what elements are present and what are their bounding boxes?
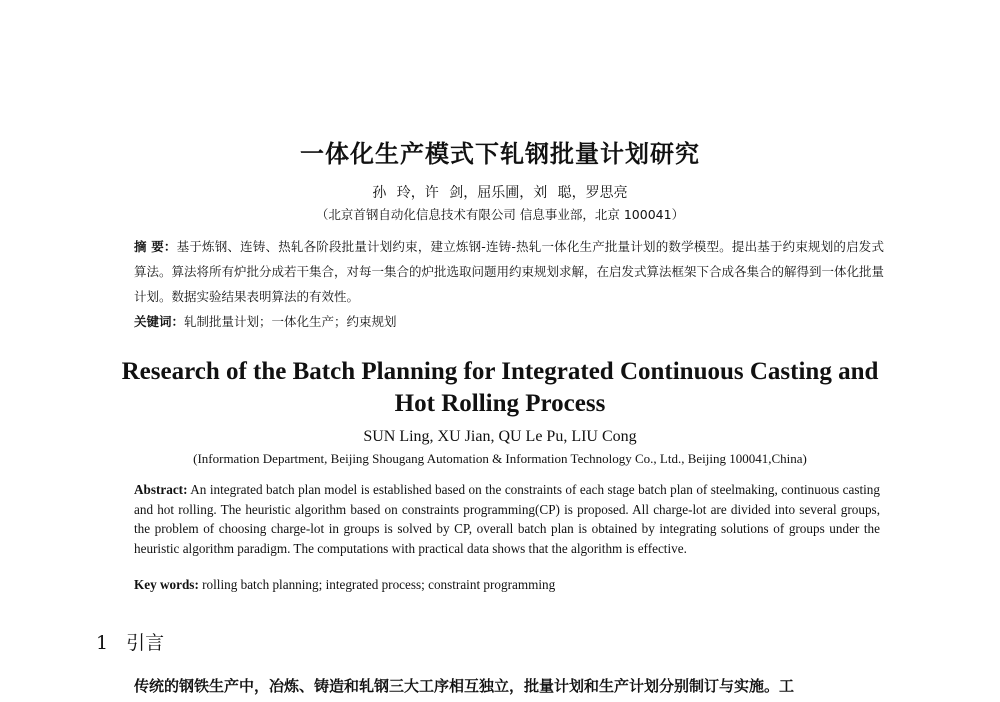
chinese-affiliation: （北京首钢自动化信息技术有限公司 信息事业部，北京 100041） xyxy=(315,207,685,222)
section-heading xyxy=(96,628,164,655)
english-keywords xyxy=(134,575,880,595)
section-title: 引言 xyxy=(126,632,165,654)
chinese-title: 一体化生产模式下轧钢批量计划研究 xyxy=(300,140,700,168)
english-abstract xyxy=(134,480,880,558)
chinese-abstract-text: 基于炼钢、连铸、热轧各阶段批量计划约束，建立炼钢-连铸-热轧一体化生产批量计划的数学模型。提出基于约束规划的启发式算法。算法将所有炉批分成若干集合，对每一集合的炉批选取问题用约束规划求解，在启发式算法框架下合成各集合的解得到一体化批量计划。数据实验结果表明算法的有效性。 xyxy=(134,239,885,304)
english-keywords-text: rolling batch planning; integrated process; constraint programming xyxy=(202,577,556,592)
english-abstract-text: An integrated batch plan model is established based on the constraints of each stage batch plan of steelmaking, continuous casting and hot rolling. The heuristic algorithm based on constraints programming(CP) is proposed. All charge-lot are divided into several groups, the problem of choosing charge-lot in groups is solved by CP, overall batch plan is obtained by integrating solutions of groups under the heuristic algorithm paradigm. The computations with practical data shows that the algorithm is effective. xyxy=(134,482,880,556)
chinese-authors: 孙 玲，许 剑，屈乐圃，刘 聪，罗思亮 xyxy=(372,185,628,201)
chinese-keywords xyxy=(134,309,884,334)
english-keywords-label: Key words: xyxy=(134,577,199,592)
section-body-text: 传统的钢铁生产中，冶炼、铸造和轧钢三大工序相互独立，批量计划和生产计划分别制订与实施。工 xyxy=(134,677,795,695)
english-affiliation: (Information Department, Beijing Shougang Automation & Information Technology Co., Ltd., Beijing 100041,China) xyxy=(193,451,807,466)
chinese-abstract-label: 摘 要： xyxy=(134,239,177,254)
english-authors: SUN Ling, XU Jian, QU Le Pu, LIU Cong xyxy=(363,428,637,445)
section-number: 1 xyxy=(96,632,109,654)
chinese-keywords-label: 关键词： xyxy=(134,314,185,329)
english-title: Research of the Batch Planning for Integrated Continuous Casting and Hot Rolling Process xyxy=(121,358,879,417)
chinese-keywords-text: 轧制批量计划；一体化生产；约束规划 xyxy=(184,314,397,329)
english-abstract-label: Abstract: xyxy=(134,482,188,497)
chinese-abstract xyxy=(134,234,884,309)
